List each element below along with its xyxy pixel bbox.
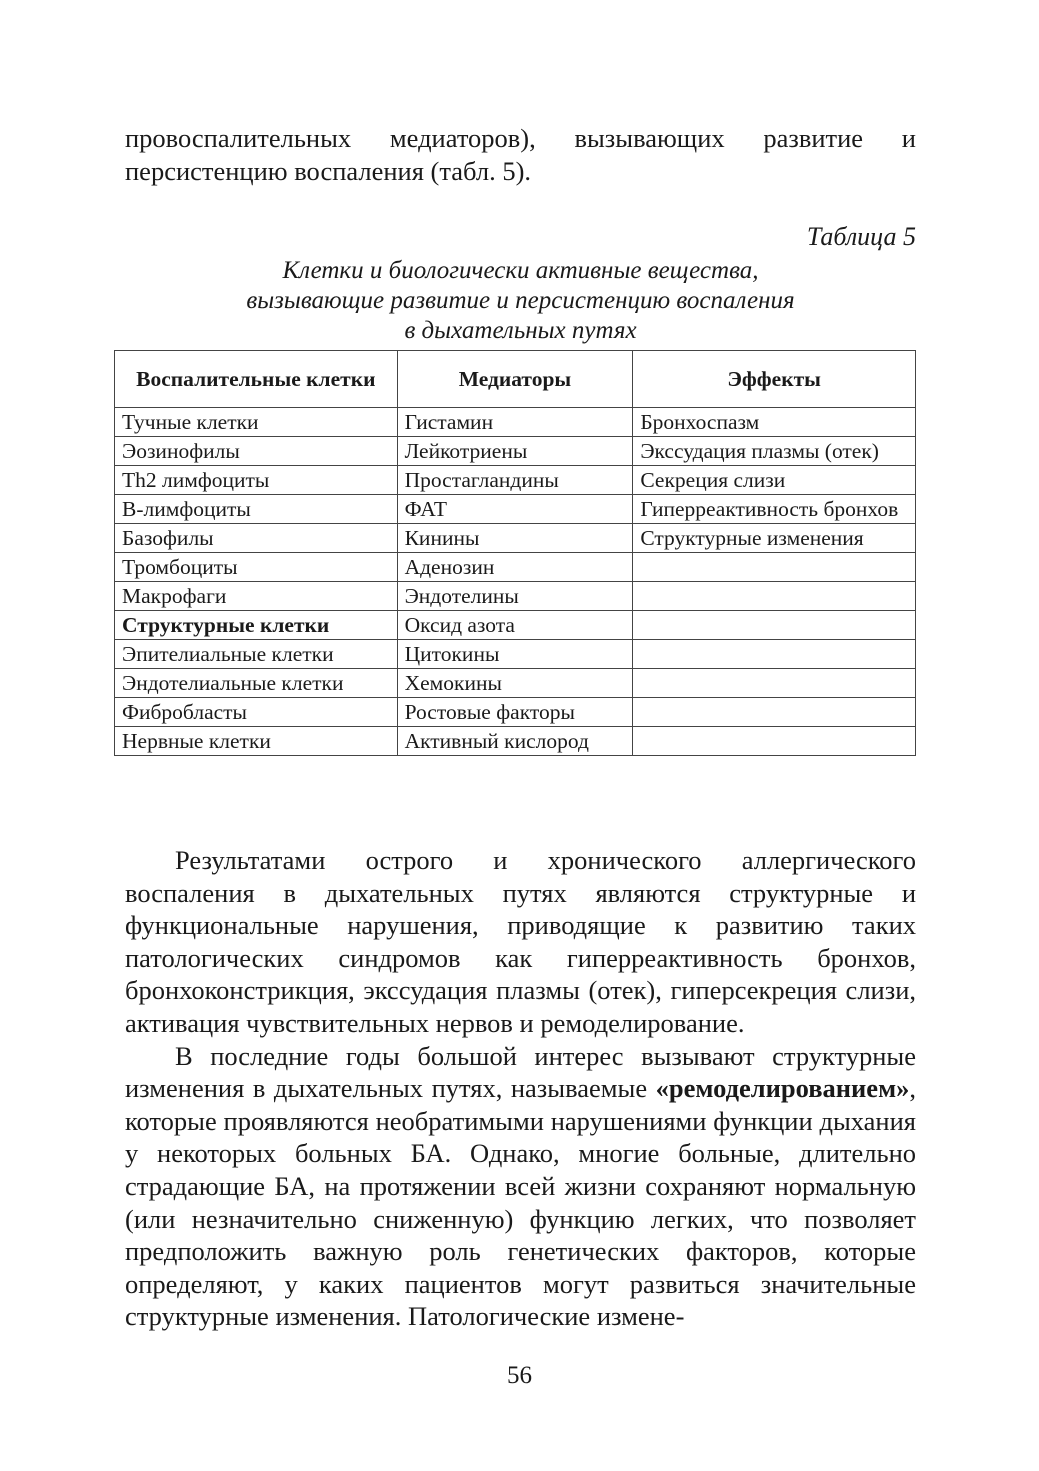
effect	[633, 640, 916, 669]
effect	[633, 611, 916, 640]
cell-type: Тромбоциты	[115, 553, 398, 582]
mediator: Активный кислород	[397, 727, 633, 756]
mediator: Простагландины	[397, 466, 633, 495]
effect	[633, 698, 916, 727]
mediator: Оксид азота	[397, 611, 633, 640]
cell-type: Макрофаги	[115, 582, 398, 611]
body-paragraph	[125, 1040, 916, 1333]
cell-type: В-лимфоциты	[115, 495, 398, 524]
page-number: 56	[507, 1362, 532, 1389]
effect	[633, 669, 916, 698]
effect	[633, 553, 916, 582]
header-cells: Воспалительные клетки	[115, 351, 398, 408]
mediator: Ростовые факторы	[397, 698, 633, 727]
table-caption	[115, 256, 926, 346]
body-text	[125, 844, 916, 1333]
cell-type: Нервные клетки	[115, 727, 398, 756]
cell-type: Тучные клетки	[115, 408, 398, 437]
body-text-run: , которые проявляются необратимыми нарушениями функции дыхания у некоторых больных БА. Однако, многие больные, длительно страдающие БА, на протяжении всей жизни сохраняют нормальную (или незначительно сниженную) функцию легких, что позволяет предположить важную роль генетических факторов, которые определяют, у каких пациентов могут развиться значительные структурные изменения. Патологические измене-	[125, 1073, 916, 1332]
cell-type: Базофилы	[115, 524, 398, 553]
mediator: Лейкотриены	[397, 437, 633, 466]
mediator: Эндотелины	[397, 582, 633, 611]
effect: Гиперреактивность бронхов	[633, 495, 916, 524]
table-row	[115, 727, 916, 756]
cell-type: Эозинофилы	[115, 437, 398, 466]
cell-type: Фибробласты	[115, 698, 398, 727]
cell-type: Th2 лимфоциты	[115, 466, 398, 495]
table-row	[115, 582, 916, 611]
effect: Структурные изменения	[633, 524, 916, 553]
intro-paragraph: провоспалительных медиаторов), вызывающих развитие и персистенцию воспаления (табл. 5).	[125, 123, 916, 186]
table-row	[115, 698, 916, 727]
effect: Секреция слизи	[633, 466, 916, 495]
mediator: Кинины	[397, 524, 633, 553]
data-table	[114, 350, 916, 756]
table-number: Таблица 5	[806, 222, 916, 251]
table-row	[115, 640, 916, 669]
effect: Бронхоспазм	[633, 408, 916, 437]
mediator: Аденозин	[397, 553, 633, 582]
mediator: ФАТ	[397, 495, 633, 524]
table-row	[115, 437, 916, 466]
table-row	[115, 669, 916, 698]
table-caption-line: в дыхательных путях	[404, 317, 637, 344]
cell-type: Эндотелиальные клетки	[115, 669, 398, 698]
table-row	[115, 524, 916, 553]
effect	[633, 727, 916, 756]
effect: Экссудация плазмы (отек)	[633, 437, 916, 466]
table-caption-line: вызывающие развитие и персистенцию воспаления	[246, 287, 795, 314]
body-text-run: В последние годы большой интерес вызывают структурные изменения в дыхательных путях, называемые	[125, 1040, 916, 1104]
mediator: Гистамин	[397, 408, 633, 437]
page-content	[122, 122, 916, 1332]
table-header-row	[115, 351, 916, 408]
table-row	[115, 408, 916, 437]
table-row	[115, 495, 916, 524]
header-mediators: Медиаторы	[397, 351, 633, 408]
cell-type-group-heading: Структурные клетки	[115, 611, 398, 640]
table-row	[115, 553, 916, 582]
effect	[633, 582, 916, 611]
body-paragraph: Результатами острого и хронического аллергического воспаления в дыхательных путях являются структурные и функциональные нарушения, приводящие к развитию таких патологических синдромов как гиперреактивность бронхов, бронхоконстрикция, экссудация плазмы (отек), гиперсекреция слизи, активация чувствительных нервов и ремоделирование.	[125, 845, 916, 1038]
mediator: Хемокины	[397, 669, 633, 698]
header-effects: Эффекты	[633, 351, 916, 408]
table-row	[115, 611, 916, 640]
table-row	[115, 466, 916, 495]
table-caption-line: Клетки и биологически активные вещества,	[282, 257, 759, 284]
cell-type: Эпителиальные клетки	[115, 640, 398, 669]
mediator: Цитокины	[397, 640, 633, 669]
bold-term: «ремоделированием»	[655, 1073, 910, 1104]
